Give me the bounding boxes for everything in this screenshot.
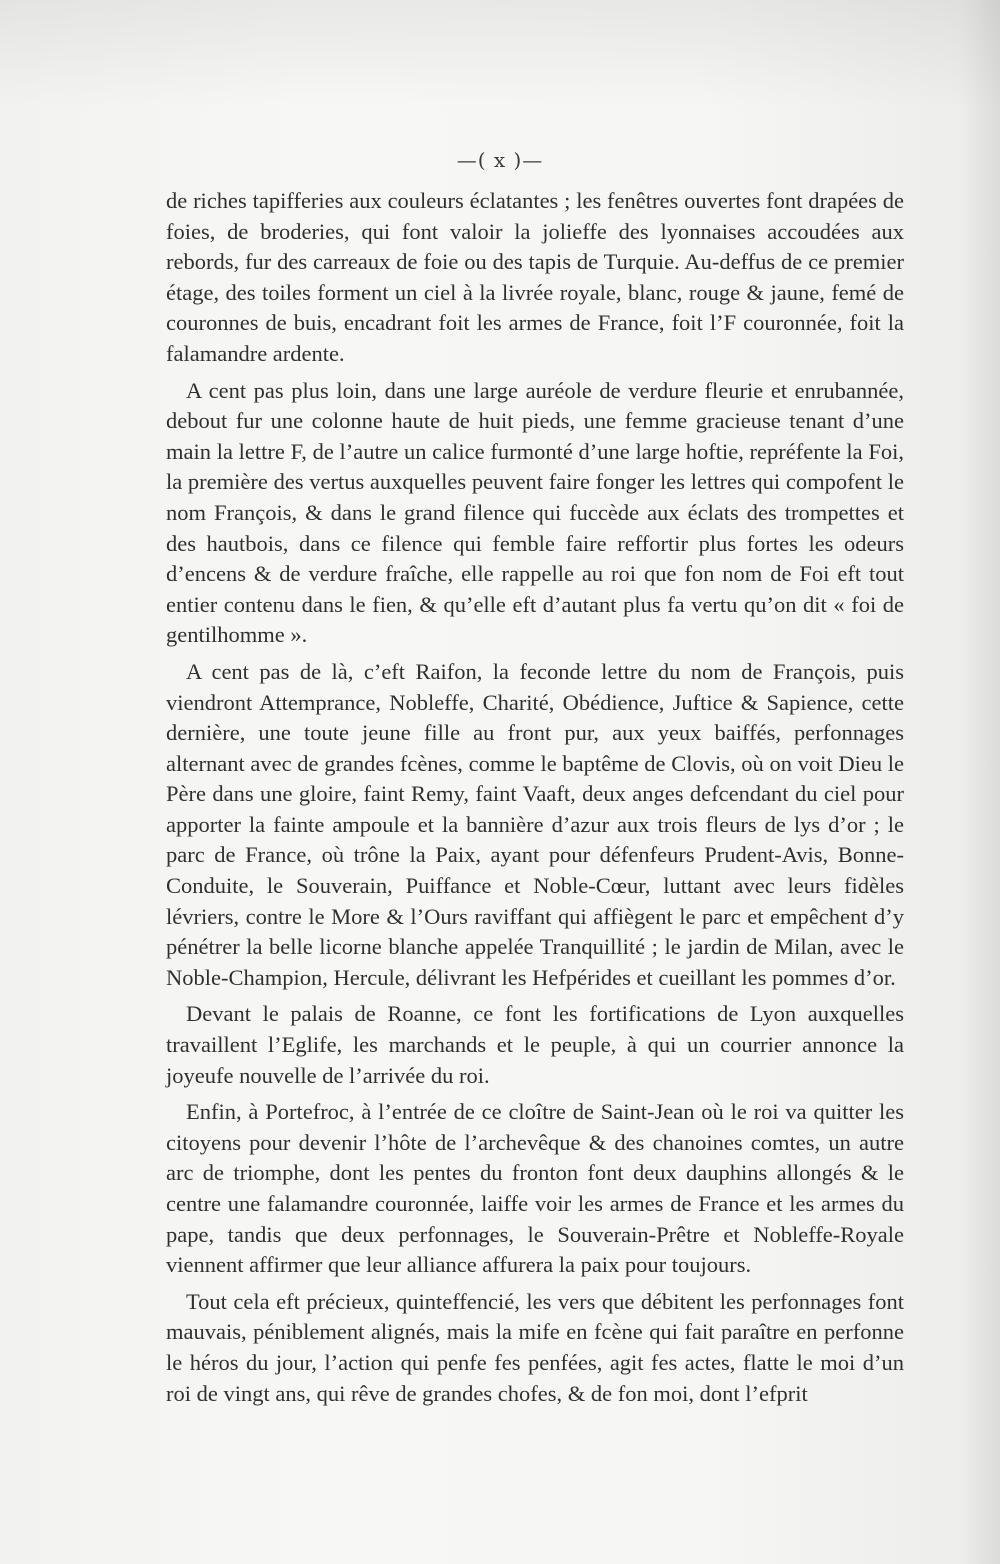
page-right-shadow bbox=[960, 0, 1000, 1564]
paragraph-1: de riches tapifferies aux couleurs éclatantes ; les fenêtres ouvertes font drapées de foies, de broderies, qui font valoir la jolieffe des lyonnaises accoudées aux rebords, fur des carreaux de foie ou des tapis de Turquie. Au-deffus de ce premier étage, des toiles forment un ciel à la livrée royale, blanc, rouge & jaune, femé de couronnes de buis, encadrant foit les armes de France, foit l’F couronnée, foit la falamandre ardente. bbox=[166, 188, 904, 366]
paragraph-3: A cent pas de là, c’eft Raifon, la feconde lettre du nom de François, puis viendront Attemprance, Nobleffe, Charité, Obédience, Juftice & Sapience, cette dernière, une toute jeune fille au front pur, aux yeux baiffés, perfonnages alternant avec de grandes fcènes, comme le baptême de Clovis, où on voit Dieu le Père dans une gloire, faint Remy, faint Vaaft, deux anges defcendant du ciel pour apporter la fainte ampoule et la bannière d’azur aux trois fleurs de lys d’or ; le parc de France, où trône la Paix, ayant pour défenfeurs Prudent-Avis, Bonne-Conduite, le Souverain, Puiffance et Noble-Cœur, luttant avec leurs fidèles lévriers, contre le More & l’Ours raviffant qui affiègent le parc et empêchent d’y pénétrer la belle licorne blanche appelée Tranquillité ; le jardin de Milan, avec le Noble-Champion, Hercule, délivrant les Hefpérides et cueillant les pommes d’or. bbox=[166, 658, 904, 990]
paragraph-2: A cent pas plus loin, dans une large auréole de verdure fleurie et enrubannée, debout fur une colonne haute de huit pieds, une femme gracieuse tenant d’une main la lettre F, de l’autre un calice furmonté d’une large hoftie, repréfente la Foi, la première des vertus auxquelles peuvent faire fonger les lettres qui compofent le nom François, & dans le grand filence qui fuccède aux éclats des trompettes et des hautbois, dans ce filence qui femble faire reffortir plus fortes les odeurs d’encens & de verdure fraîche, elle rappelle au roi que fon nom de Foi eft tout entier contenu dans le fien, & qu’elle eft d’autant plus fa vertu qu’on dit « foi de gentilhomme ». bbox=[166, 377, 904, 648]
page-number-header: —( x )— bbox=[456, 148, 544, 172]
page-top-shadow bbox=[0, 0, 1000, 110]
paragraph-6: Tout cela eft précieux, quinteffencié, les vers que débitent les perfonnages font mauvais, péniblement alignés, mais la mife en fcène qui fait paraître en perfonne le héros du jour, l’action qui penfe fes penfées, agit fes actes, flatte le moi d’un roi de vingt ans, qui rêve de grandes chofes, & de fon moi, dont l’efprit bbox=[166, 1288, 904, 1406]
paragraph-5: Enfin, à Portefroc, à l’entrée de ce cloître de Saint-Jean où le roi va quitter les citoyens pour devenir l’hôte de l’archevêque & des chanoines comtes, un autre arc de triomphe, dont les pentes du fronton font deux dauphins allongés & le centre une falamandre couronnée, laiffe voir les armes de France et les armes du pape, tandis que deux perfonnages, le Souverain-Prêtre et Nobleffe-Royale viennent affirmer que leur alliance affurera la paix pour toujours. bbox=[166, 1099, 904, 1278]
body-text bbox=[166, 186, 904, 1415]
paragraph-4: Devant le palais de Roanne, ce font les fortifications de Lyon auxquelles travaillent l’Eglife, les marchands et le peuple, à qui un courrier annonce la joyeufe nouvelle de l’arrivée du roi. bbox=[166, 1001, 904, 1088]
